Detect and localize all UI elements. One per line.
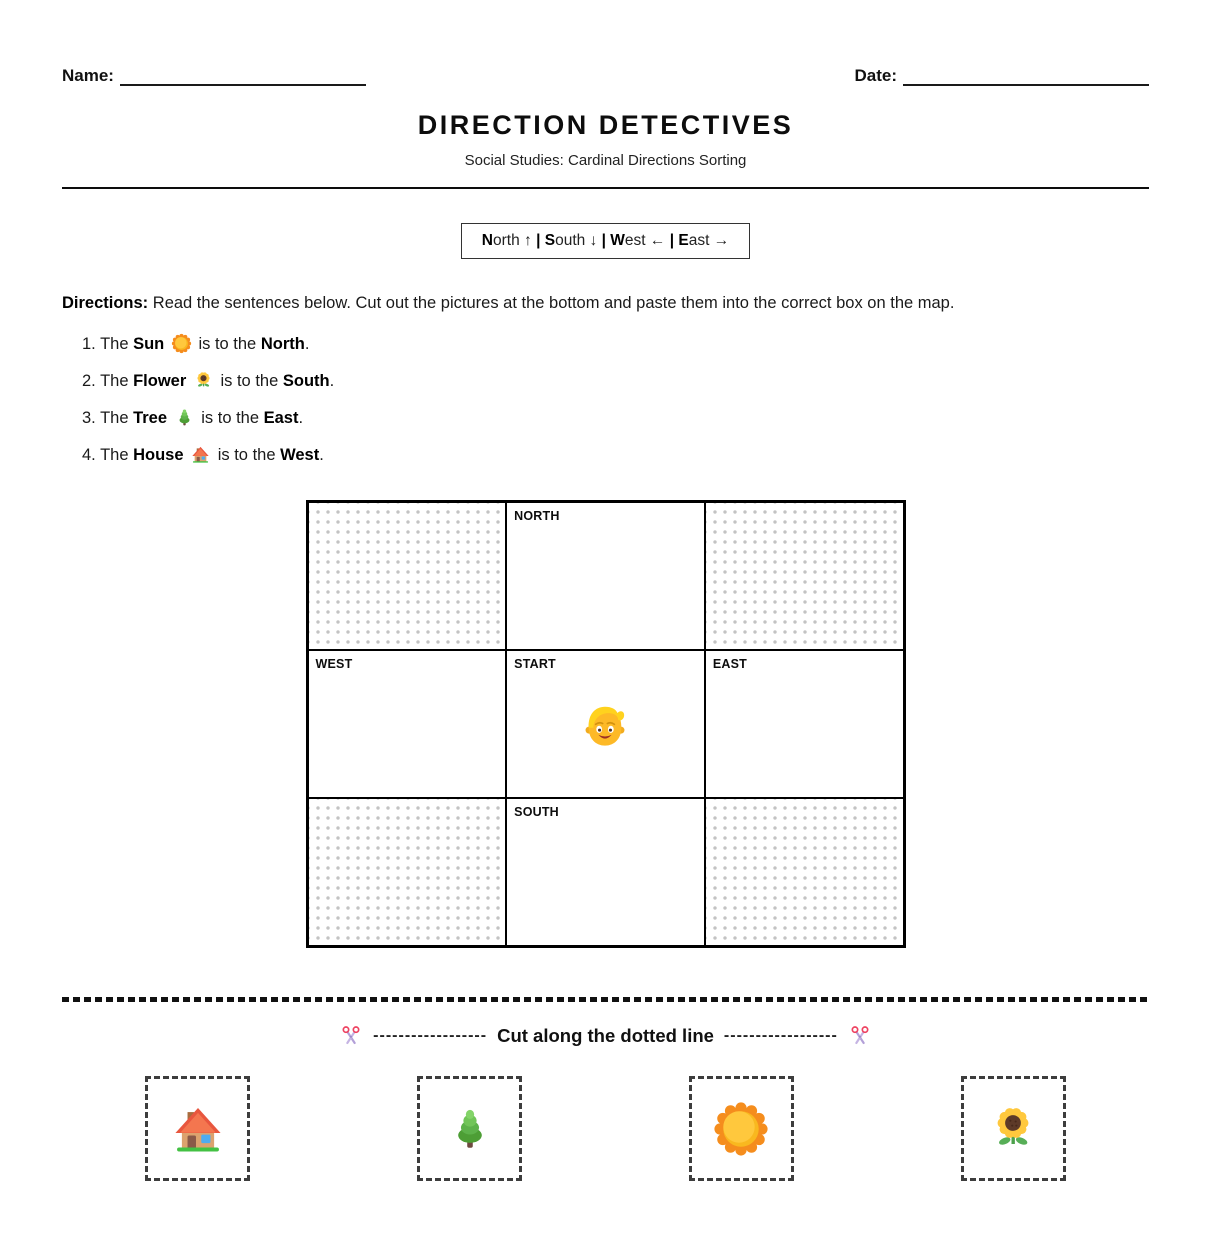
sentence-end: . <box>329 372 335 390</box>
legend-east-lead: E <box>678 232 689 249</box>
sentence-item-sun <box>82 332 1149 356</box>
sentence-pre: The <box>100 335 129 353</box>
south-cell-label: SOUTH <box>514 805 559 819</box>
sentence-number: 3. <box>82 409 96 427</box>
sentence-list <box>62 332 1149 467</box>
sentence-pre: The <box>100 372 129 390</box>
sentence-direction: East <box>263 409 299 427</box>
header-divider <box>62 187 1149 189</box>
sentence-direction: South <box>282 372 330 390</box>
sentence-subject: Tree <box>133 409 168 427</box>
sentence-end: . <box>298 409 304 427</box>
sentence-number: 1. <box>82 335 96 353</box>
name-blank-line <box>120 68 366 86</box>
west-cell-label: WEST <box>315 657 353 671</box>
date-label: Date: <box>854 66 897 85</box>
cutout-row <box>62 1076 1149 1181</box>
sentence-item-house <box>82 443 1149 467</box>
cutout-box-tree <box>417 1076 522 1181</box>
sentence-subject: Flower <box>133 372 187 390</box>
sentence-direction: North <box>260 335 305 353</box>
sentence-subject: House <box>133 446 184 464</box>
legend-east-rest: ast → <box>688 232 730 249</box>
cut-caption-row <box>62 1024 1149 1048</box>
sun-icon <box>712 1100 770 1158</box>
map-cell-northeast <box>705 502 904 650</box>
directions-paragraph <box>62 292 1149 314</box>
sentence-number: 2. <box>82 372 96 390</box>
page-title: DIRECTION DETECTIVES <box>417 110 794 140</box>
name-field <box>62 66 366 86</box>
sentence-pre: The <box>100 446 129 464</box>
sentence-item-flower <box>82 369 1149 393</box>
east-cell-label: EAST <box>712 657 747 671</box>
legend-separator: | <box>601 232 606 249</box>
sun-icon <box>171 333 192 354</box>
directions-label: Directions: <box>62 294 149 312</box>
sentence-mid: is to the <box>198 335 257 353</box>
house-icon <box>190 444 211 465</box>
map-cell-northwest <box>308 502 507 650</box>
sentence-mid: is to the <box>220 372 279 390</box>
legend-separator: | <box>536 232 541 249</box>
flower-icon <box>193 370 214 391</box>
tree-icon <box>445 1104 495 1154</box>
legend-west-rest: est ← <box>624 232 666 249</box>
legend-west-lead: W <box>610 232 625 249</box>
flower-icon <box>986 1102 1040 1156</box>
caption-dashes-right: ------------------ <box>723 1027 838 1044</box>
sentence-item-tree <box>82 406 1149 430</box>
compass-legend <box>461 223 750 259</box>
sentence-direction: West <box>280 446 320 464</box>
scissors-icon <box>339 1024 363 1048</box>
direction-map-grid <box>306 500 906 948</box>
sentence-end: . <box>304 335 310 353</box>
name-label: Name: <box>62 66 114 85</box>
cutout-box-house <box>145 1076 250 1181</box>
compass-legend-wrap <box>62 223 1149 259</box>
legend-separator: | <box>669 232 675 249</box>
sentence-subject: Sun <box>133 335 165 353</box>
caption-dashes-left: ------------------ <box>373 1027 488 1044</box>
cutout-box-sun <box>689 1076 794 1181</box>
directions-text: Read the sentences below. Cut out the pictures at the bottom and paste them into the correct box on the map. <box>152 294 955 312</box>
scissors-icon <box>848 1024 872 1048</box>
map-cell-north <box>506 502 705 650</box>
house-icon <box>169 1100 227 1158</box>
sentence-pre: The <box>100 409 129 427</box>
cut-caption-text: Cut along the dotted line <box>497 1025 714 1046</box>
map-cell-start <box>506 650 705 798</box>
legend-north-rest: orth ↑ <box>493 232 532 249</box>
sentence-number: 4. <box>82 446 96 464</box>
legend-north-lead: N <box>481 232 493 249</box>
map-cell-south <box>506 798 705 946</box>
start-cell-label: START <box>514 657 556 671</box>
north-cell-label: NORTH <box>514 509 560 523</box>
map-cell-west <box>308 650 507 798</box>
date-field <box>854 66 1149 86</box>
page-subtitle: Social Studies: Cardinal Directions Sorting <box>464 152 747 169</box>
person-icon <box>577 698 633 754</box>
map-cell-southwest <box>308 798 507 946</box>
header-row <box>62 64 1149 86</box>
cut-dashed-line <box>62 997 1149 1002</box>
date-blank-line <box>903 68 1149 86</box>
sentence-mid: is to the <box>201 409 260 427</box>
map-cell-southeast <box>705 798 904 946</box>
sentence-mid: is to the <box>217 446 276 464</box>
tree-icon <box>174 407 195 428</box>
map-cell-east <box>705 650 904 798</box>
cutout-box-flower <box>961 1076 1066 1181</box>
legend-south-lead: S <box>544 232 556 249</box>
sentence-end: . <box>319 446 324 464</box>
legend-south-rest: outh ↓ <box>555 232 598 249</box>
